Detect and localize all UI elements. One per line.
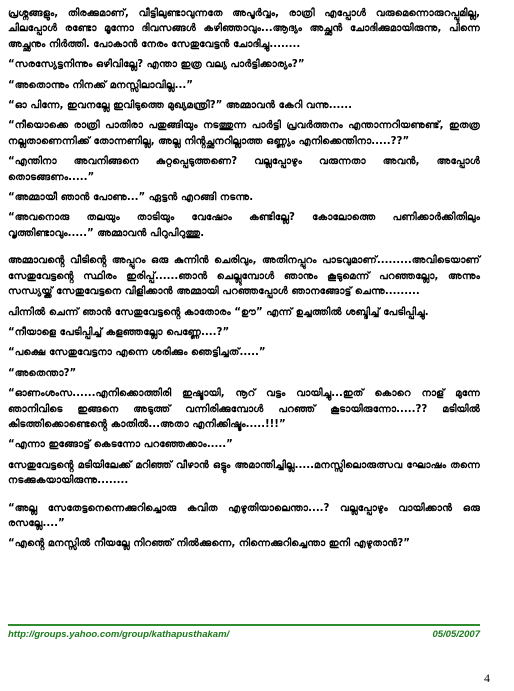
paragraph-dialogue-11: “ഓണംശംസ......എനിക്കൊത്തിരി ഇഷ്ടായി, നൂറ് വട്ടം വായിച്ചു...ഇത് കൊറെ നാള് മുന്നേ ഞാനിവിടെ ഇങ്ങനെ അടുത്ത് വന്നിരിക്കുമ്പോൾ പറഞ്ഞ് കൂടായിരുന്നോ.....?? മടിയിൽ കിടത്തിക്കൊണ്ടെൻ്റെ കാതിൽ...അതാ എനിക്കിഷ്ടം.....!!!” — [8, 388, 480, 430]
paragraph-dialogue-2: “അതൊന്നും നിനക്ക് മനസ്സിലാവില്ല...” — [8, 79, 193, 91]
story-text — [8, 6, 480, 557]
paragraph-dialogue-8: “നീയാളെ പേടിപ്പിച്ച് കളഞ്ഞല്ലോ പെണ്ണേ....?” — [8, 326, 230, 338]
paragraph-narration-1: പ്രശ്നങ്ങളും, തിരക്കുമാണ്, വീട്ടിലുണ്ടാവുന്നതേ അപൂർവ്വം, രാത്രി എപ്പോൾ വരുമെന്നൊരുറപ്പുമില്ല, ചിലപ്പോൾ രണ്ടോ മൂന്നോ ദിവസങ്ങൾ കഴിഞ്ഞാവും...ആദ്യം അച്ഛൻ ചോദിക്കുമായിരുന്നു, പിന്നെ അച്ഛനും നിർത്തി. പോകാൻ നേരം സേതുവേട്ടൻ ചോദിച്ചു........ — [8, 8, 480, 50]
footer-date: 05/05/2007 — [432, 629, 480, 640]
paragraph-dialogue-13: “അല്ല സേതേട്ടനെന്നെക്കുറിച്ചൊരു കവിത എഴുതിയാലെന്താ....? വല്ലപ്പോഴും വായിക്കാൻ ഒരു രസല്ലേ....” — [8, 502, 480, 529]
paragraph-narration-4: സേതുവേട്ടൻ്റെ മടിയിലേക്ക് മറിഞ്ഞ് വീഴാൻ ഒട്ടും അമാന്തിച്ചില്ല.....മനസ്സിലൊരുത്സവ ഘോഷം തന്നെ നടക്കുകയായിരുന്നു........ — [8, 459, 480, 487]
paragraph-dialogue-4: “നീയൊക്കെ രാത്രി പാതിരാ പതുങ്ങിയും നടത്തുന്ന പാർട്ടി പ്രവർത്തനം എന്താന്നറിയണുണ്ട്, ഇതത്ര നല്ലതാണെന്നിക്ക് തോന്നണില്ല, അല്ല നിൻ്റച്ഛനറില്ലാത്ത ഒണ്ണ്യം എനിക്കെന്തിനാ.....??” — [8, 120, 480, 147]
paragraph-dialogue-10: “അതെന്താ?” — [8, 367, 77, 379]
footer-divider — [8, 624, 480, 626]
paragraph-dialogue-12: “എന്നാ ഇങ്ങോട്ട് കെടന്നോ പറഞ്ഞേക്കാം.....” — [8, 439, 233, 451]
paragraph-narration-2: അമ്മാവൻ്റെ വീടിൻ്റെ അപ്പുറം ഒരു കുന്നിൻ ചെരിവും, അതിനപ്പുറം പാടവുമാണ്.........അവിടെയാണ് സേതുവേട്ടൻ്റെ സ്ഥിരം ഇരിപ്പ്......ഞാൻ ചെല്ലുമ്പോൾ ഞാനും കൂടുമെന്ന് പറഞ്ഞല്ലോ, അന്നും സന്ധ്യയ്ക്ക് സേതുവേട്ടനെ വിളിക്കാൻ അമ്മായി പറഞ്ഞപ്പോൾ ഞാനങ്ങോട്ട് ചെന്നു......... — [8, 255, 480, 298]
paragraph-dialogue-5: “എന്തിനാ അവനിങ്ങനെ കുറ്റപ്പെടുത്തണെ? വല്ലപ്പോഴും വരുന്നതാ അവൻ, അപ്പോൾ തൊടങ്ങണം.....” — [8, 156, 480, 183]
paragraph-dialogue-9: “പക്ഷെ സേതുവേട്ടനാ എന്നെ ശരിക്കും ഞെട്ടിച്ചത്.....” — [8, 347, 266, 359]
paragraph-dialogue-3: “ഓ പിന്നേ, ഇവനല്ലേ ഇവിടുത്തെ മുഖ്യമന്ത്രി?” അമ്മാവൻ കേറി വന്നു...... — [8, 100, 352, 112]
paragraph-dialogue-7: “അവനൊരു തലയും താടിയും വേഷോം കണ്ടില്ലേ? കോലോത്തെ പണിക്കാർക്കിതിലും വൃത്തിണ്ടാവും.....” അമ്മാവൻ പിറുപിറുത്തു. — [8, 212, 480, 239]
page-number: 4 — [484, 671, 490, 685]
footer-group-link[interactable]: http://groups.yahoo.com/group/kathapusthakam/ — [8, 629, 230, 640]
paragraph-dialogue-14: “എൻ്റെ മനസ്സിൽ നീയല്ലേ നിറഞ്ഞ് നിൽക്കുന്നെ, നിന്നെക്കുറിച്ചെന്താ ഇനി എഴുതാൻ?” — [8, 538, 410, 550]
paragraph-dialogue-6: “അമ്മായീ ഞാൻ പോണു...” ഏട്ടൻ എറങ്ങി നടന്നു. — [8, 192, 254, 204]
paragraph-narration-3: പിന്നിൽ ചെന്ന് ഞാൻ സേതുവേട്ടൻ്റെ കാതോരം “ഊ” എന്ന് ഉച്ചത്തിൽ ശബ്ദിച്ച് പേടിപ്പിച്ചു. — [8, 306, 429, 318]
paragraph-dialogue-1: “സരസ്യേട്ടനിന്നും ഒഴിവില്ലേ? എന്താ ഇത്ര വല്യ പാർട്ടിക്കാര്യം?” — [8, 59, 305, 71]
